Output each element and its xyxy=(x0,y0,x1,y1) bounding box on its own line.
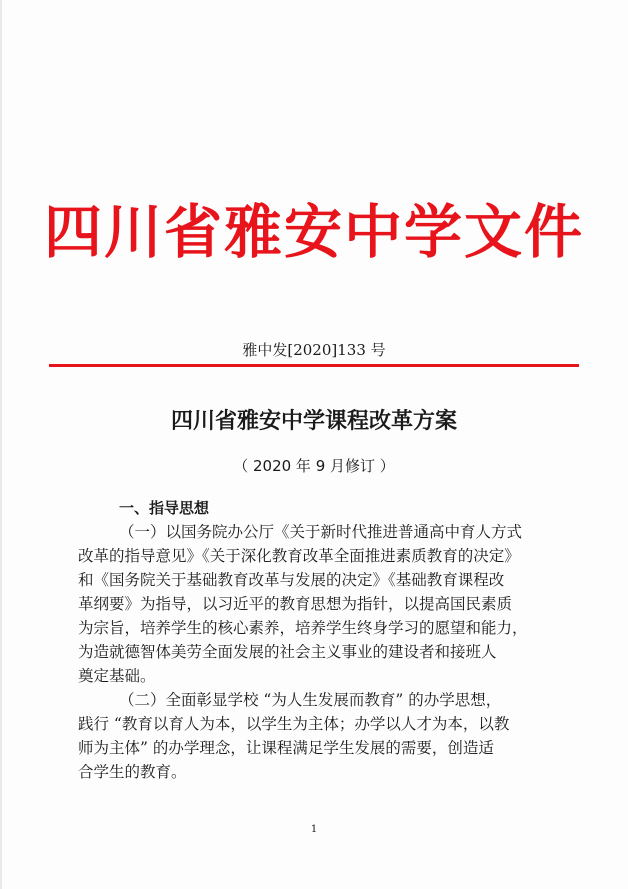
red-divider-line xyxy=(49,364,579,367)
paragraph-line: 奠定基础。 xyxy=(78,667,156,685)
paragraph-line: 践行 “教育以育人为本，以学生为主体；办学以人才为本，以教 xyxy=(78,715,510,733)
section-heading: 一、指导思想 xyxy=(119,499,210,517)
paragraph-line: 改革的指导意见》《关于深化教育改革全面推进素质教育的决定》 xyxy=(78,547,520,565)
paragraph-line: 和《国务院关于基础教育改革与发展的决定》《基础教育课程改 xyxy=(78,571,505,589)
issuer-header-title: 四川省雅安中学文件 xyxy=(43,198,584,266)
paragraph-line: 革纲要》为指导，以习近平的教育思想为指针，以提高国民素质 xyxy=(78,595,513,613)
page-number: 1 xyxy=(310,824,318,835)
paragraph-line: 为宗旨，培养学生的核心素养，培养学生终身学习的愿望和能力， xyxy=(78,619,528,637)
paragraph-line: 师为主体” 的办学理念，让课程满足学生发展的需要，创造适 xyxy=(78,739,494,757)
scan-edge xyxy=(0,0,2,889)
paragraph-line: 为造就德智体美劳全面发展的社会主义事业的建设者和接班人 xyxy=(78,643,497,661)
paragraph-line: （一）以国务院办公厅《关于新时代推进普通高中育人方式 xyxy=(119,523,523,541)
paragraph-line: 合学生的教育。 xyxy=(78,763,187,781)
document-number: 雅中发[2020]133 号 xyxy=(242,341,386,359)
paragraph-line: （二）全面彰显学校 “为人生发展而教育” 的办学思想， xyxy=(119,691,502,709)
document-title: 四川省雅安中学课程改革方案 xyxy=(170,408,457,434)
revision-note: （ 2020 年 9 月修订 ） xyxy=(233,457,395,475)
